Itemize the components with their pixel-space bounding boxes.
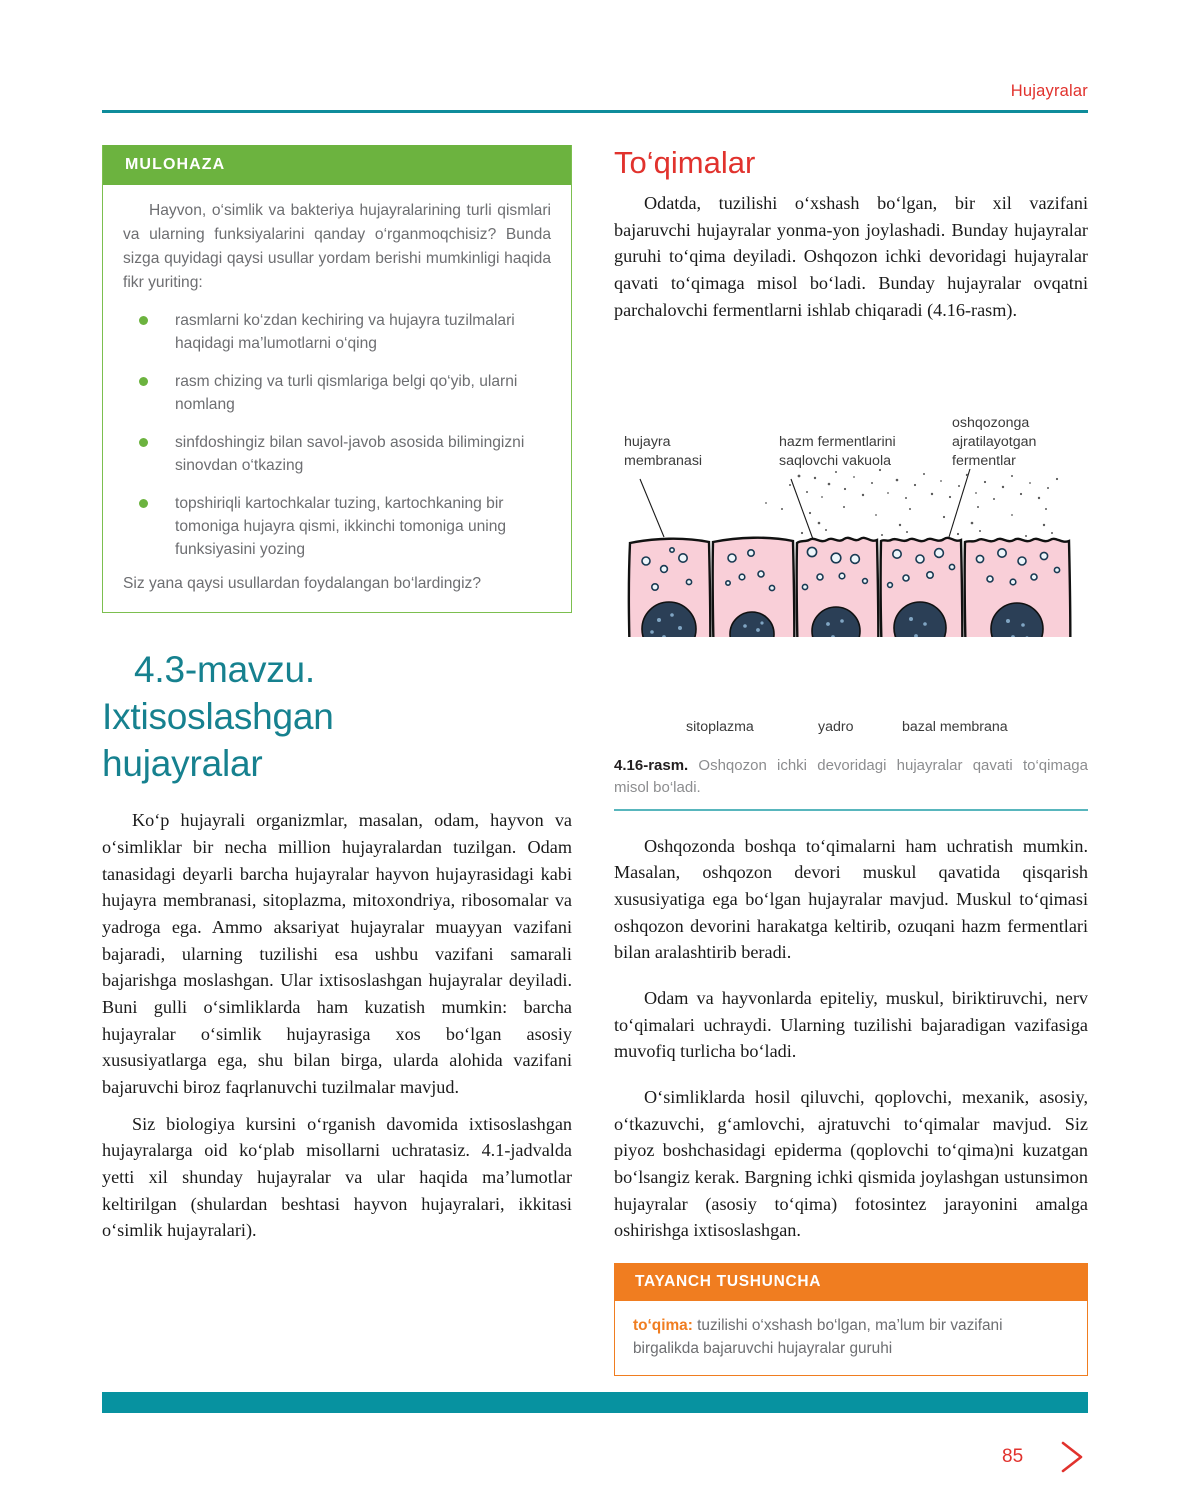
tayanch-body [615, 1301, 1087, 1375]
page-title-line-3: hujayralar [102, 742, 263, 784]
list-item [123, 370, 551, 416]
page-title-line-1: 4.3-mavzu. [134, 649, 316, 691]
paragraph: O‘simliklarda hosil qiluvchi, qoplovchi, mexanik, asosiy, o‘tkazuvchi, g‘amlovchi, ajratuvchi to‘qimalar mavjud. Siz piyoz boshchasidagi epiderma (qoplovchi to‘qima)ni kuzatgan bo‘lsangiz kerak. Bargning ichki qismida joylashgan ustunsimon hujayralar (asosiy to‘qima) fotosintez jarayonini amalga oshirishga ixtisoslashgan. [614, 1087, 1088, 1241]
tayanch-title: TAYANCH TUSHUNCHA [615, 1263, 1087, 1301]
figure-label-hujayra-membranasi: hujayra membranasi [624, 434, 703, 470]
figure-label-sitoplazma: sitoplazma [686, 719, 754, 736]
paragraph: Ko‘p hujayrali organizmlar, masalan, odam, hayvon va o‘simliklar bir necha million hujayralardan tuzilgan. Odam tanasidagi deyarli barcha hujayralar hayvon hujayrasidagi kabi hujayra membranasi, sitoplazma, mitoxondriya, ribosomalar va yadroga ega. Ammo aksariyat hujayralar muayyan vazifani bajaradi, ularning tuzilishi esa ushbu vazifani samarali bajarishga moslashgan. Ular ixtisoslashgan hujayralar deyiladi. Buni gulli o‘simliklarda ham kuzatish mumkin: barcha hujayralar o‘simlik hujayrasiga xos bo‘lgan asosiy xususiyatlarga ega, shu bilan birga, ularda alohida vazifani bajaruvchi biroz faqrlanuvchi tuzilmalar mavjud. [102, 810, 572, 1097]
mulohaza-box [102, 145, 572, 613]
figure-4-16 [614, 337, 1088, 736]
right-body-text [614, 833, 1088, 1244]
running-head-rule [102, 110, 1088, 113]
tayanch-term: to‘qima: [633, 1316, 693, 1334]
epithelium-illustration [614, 337, 1088, 637]
leader-lines [640, 469, 970, 542]
list-item-label: sinfdoshingiz bilan savol-javob asosida bilimingizni sinovdan o‘tkazing [175, 433, 525, 475]
paragraph: Siz biologiya kursini o‘rganish davomida ixtisoslashgan hujayralarga oid ko‘plab misollarni uchratasiz. 4.1-jadvalda yetti xil shunday hujayralar va ular haqida ma’lumotlar keltirilgan (shulardan beshtasi hayvon hujayralari, ikkitasi o‘simlik hujayralari). [102, 1113, 572, 1241]
mulohaza-title: MULOHAZA [103, 145, 571, 185]
list-item-label: rasmlarni ko‘zdan kechiring va hujayra tuzilmalari haqidagi ma’lumotlarni o‘qing [175, 311, 515, 352]
figure-label-yadro: yadro [818, 719, 854, 736]
figure-caption-rule [614, 809, 1088, 811]
bullet-icon [139, 438, 148, 447]
list-item [123, 309, 551, 355]
figure-caption-text: Oshqozon ichki devoridagi hujayralar qavati to‘qimaga misol bo‘ladi. [614, 757, 1088, 797]
left-body-text [102, 807, 572, 1244]
list-item [123, 431, 551, 477]
page-title [102, 647, 572, 787]
mulohaza-intro: Hayvon, o‘simlik va bakteriya hujayralarining turli qismlari va ularning funksiyalarini qanday o‘rganmoqchisiz? Bunda sizga quyidagi qaysi usullar yordam berishi mumkinligi haqida fikr yuriting: [123, 202, 551, 292]
figure-label-bazal-membrana: bazal membrana [902, 719, 1008, 736]
bullet-icon [139, 377, 148, 386]
paragraph: Oshqozonda boshqa to‘qimalarni ham uchratish mumkin. Masalan, oshqozon devori muskul qavatida qisqarish xususiyatiga ega bo‘lgan hujayralar mavjud. Muskul to‘qimasi oshqozon devorini harakatga keltirib, ozuqani hazm fermentlari bilan aralashtirib beradi. [614, 835, 1088, 963]
figure-label-hazm-fermentlarini-saqlovchi-vakuola: hazm fermentlarini saqlovchi vakuola [779, 434, 896, 470]
right-intro-text [614, 190, 1088, 323]
figure-caption-number: 4.16-rasm. [614, 757, 689, 775]
mulohaza-body [103, 185, 571, 612]
list-item [123, 492, 551, 561]
section-heading: To‘qimalar [614, 145, 756, 180]
tayanch-definition: tuzilishi o‘xshash bo‘lgan, ma’lum bir vazifani birgalikda bajaruvchi hujayralar guruhi [633, 1316, 1003, 1358]
bullet-icon [139, 499, 148, 508]
figure-label-oshqozonga-ajratilayotgan-fermentlar: oshqozonga ajratilayotgan fermentlar [952, 415, 1037, 470]
tayanch-tushuncha-box [614, 1263, 1088, 1376]
left-column [102, 145, 572, 1254]
page-number: 85 [1002, 1446, 1024, 1467]
next-page-chevron-icon[interactable] [1055, 1437, 1089, 1477]
mulohaza-closing: Siz yana qaysi usullardan foydalangan bo‘lardingiz? [123, 575, 482, 593]
footer-bar [102, 1392, 1088, 1413]
running-head: Hujayralar [1010, 82, 1088, 100]
bullet-icon [139, 316, 148, 325]
list-item-label: rasm chizing va turli qismlariga belgi qo‘yib, ularni nomlang [175, 372, 518, 413]
mulohaza-list [123, 309, 551, 562]
right-column [614, 145, 1088, 1376]
list-item-label: topshiriqli kartochkalar tuzing, kartochkaning bir tomoniga hujayra qismi, ikkinchi tomoniga uning funksiyasini yozing [175, 495, 507, 559]
figure-caption [614, 755, 1088, 799]
paragraph: Odatda, tuzilishi o‘xshash bo‘lgan, bir xil vazifani bajaruvchi hujayralar yonma-yon joylashadi. Bunday hujayralar guruhi to‘qima deyiladi. Oshqozon ichki devoridagi hujayralar qavati to‘qimaga misol bo‘ladi. Bunday hujayralar ovqatni parchalovchi fermentlarni ishlab chiqaradi (4.16-rasm). [614, 193, 1088, 320]
enzyme-particles [765, 469, 1058, 537]
page-title-line-2: Ixtisoslashgan [102, 696, 334, 738]
paragraph: Odam va hayvonlarda epiteliy, muskul, biriktiruvchi, nerv to‘qimalari uchraydi. Ularning tuzilishi bajaradigan vazifasiga muvofiq turlicha bo‘ladi. [614, 988, 1088, 1062]
